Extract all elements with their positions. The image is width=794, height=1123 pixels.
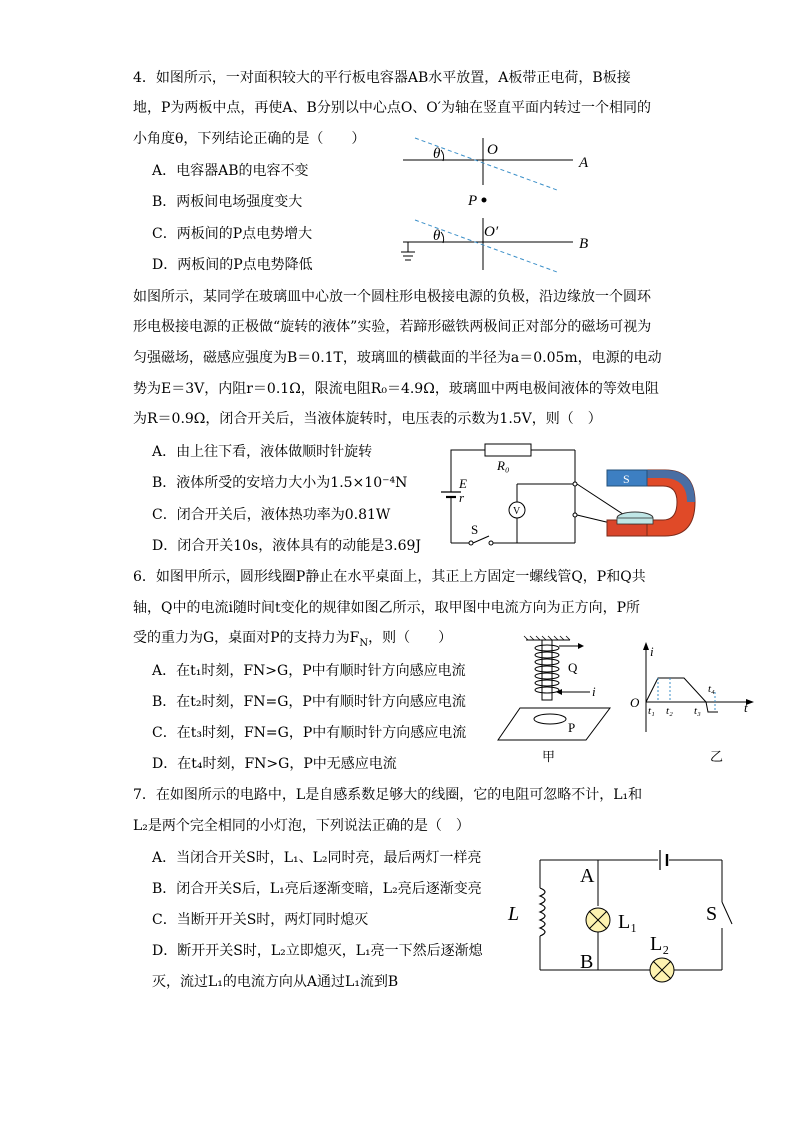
q6-figure-jia [490,636,620,766]
q6-tick-t1: t₁ [648,705,655,717]
q4-capacitor-figure [395,130,595,275]
q5-circuit-figure [425,440,705,555]
q5-magnet-label-s: S [623,472,630,486]
q4-theta-bottom: θ [433,228,441,244]
q5-stem-line-4: 势为E＝3V，内阻r＝0.1Ω，限流电阻R₀＝4.9Ω，玻璃皿中两电极间液体的等效电阻 [133,381,659,397]
q7-stem-line-1: 7．在如图所示的电路中，L是自感系数足够大的线圈，它的电阻可忽略不计，L₁和 [133,787,643,803]
q6-axis-label-o: O [630,695,640,710]
q5-stem-line-5: 为R＝0.9Ω，闭合开关后，当液体旋转时，电压表的示数为1.5V，则（ ） [133,411,602,427]
q7-circuit-figure [500,840,740,990]
q6-tick-t3: t₃ [694,705,701,717]
q5-stem-line-1: 如图所示，某同学在玻璃皿中心放一个圆柱形电极接电源的负极，沿边缘放一个圆环 [133,289,651,305]
q6-axis-label-t: t [744,700,748,715]
q6-stem-line-3 [133,629,452,653]
q7-switch-s [722,902,732,924]
q4-option-c: C．两板间的P点电势增大 [152,226,313,242]
q5-stem-line-2: 形电极接电源的正极做“旋转的液体”实验，若蹄形磁铁两极间正对部分的磁场可视为 [133,319,652,335]
q4-option-b: B．两板间电场强度变大 [152,194,303,210]
q5-switch [473,536,489,543]
q7-label-l1: L₁ [618,911,638,933]
q4-stem-line-1: 4．如图所示，一对面积较大的平行板电容器AB水平放置，A板带正电荷，B板接 [133,70,631,86]
q4-label-o: O [487,142,498,158]
q7-label-s: S [706,903,718,925]
q7-label-l2: L₂ [650,933,670,955]
q4-label-a: A [579,155,589,171]
q6-solenoid-q [535,640,559,700]
q7-option-d: D．断开开关S时，L₂立即熄灭，L₁亮一下然后逐渐熄 [152,943,483,959]
q6-option-d: D．在t₄时刻，FN>G，P中无感应电流 [152,756,397,772]
q6-coil-p [534,714,566,724]
q6-stem-line-3-sub: N [359,637,369,649]
q5-label-s: S [471,522,479,537]
q4-label-o-prime: O′ [484,224,499,240]
q6-figure-yi [622,640,762,765]
q5-label-r: r [459,490,465,505]
q5-label-e: E [459,476,467,491]
q4-option-a: A．电容器AB的电容不变 [152,163,309,179]
q6-label-i: i [592,684,596,699]
q7-stem-line-2: L₂是两个完全相同的小灯泡，下列说法正确的是（ ） [133,818,470,834]
q4-stem-line-3: 小角度θ，下列结论正确的是（ ） [133,131,366,147]
q6-option-b: B．在t₂时刻，FN=G，P中有顺时针方向感应电流 [152,694,466,710]
q6-stem-line-1: 6．如图甲所示，圆形线圈P静止在水平桌面上，其正上方固定一螺线管Q，P和Q共 [133,569,646,585]
q6-tick-t4: t₄ [708,683,715,695]
q5-option-c: C．闭合开关后，液体热功率为0.81W [152,507,391,523]
q6-option-c: C．在t₃时刻，FN=G，P中有顺时针方向感应电流 [152,725,467,741]
q6-stem-line-3-text: 受的重力为G，桌面对P的支持力为F [133,630,360,646]
q7-label-b: B [580,951,594,973]
q6-label-p: P [568,720,576,735]
q7-label-a: A [580,865,595,887]
q5-resistor-r0 [485,444,531,456]
q5-label-v: V [513,506,521,517]
q7-inductor-l [540,888,545,936]
q5-label-r0: R₀ [497,458,510,473]
q4-option-d: D．两板间的P点电势降低 [152,257,313,273]
q7-option-d-continued: 灭，流过L₁的电流方向从A通过L₁流到B [152,974,399,990]
q4-label-p: P [468,193,478,209]
q7-option-c: C．当断开开关S时，两灯同时熄灭 [152,912,369,928]
q6-label-q: Q [568,660,578,675]
q6-tick-t2: t₂ [666,705,673,717]
q6-stem-line-3-tail: ，则（ ） [368,630,453,646]
q6-caption-yi: 乙 [710,749,724,764]
q7-label-l: L [508,903,520,925]
q4-label-b: B [579,236,589,252]
q5-option-a: A．由上往下看，液体做顺时针旋转 [152,444,373,460]
q7-option-a: A．当闭合开关S时，L₁、L₂同时亮，最后两灯一样亮 [152,850,482,866]
q4-theta-top: θ [433,146,441,162]
q6-axis-label-i: i [650,644,654,659]
q4-point-p [482,198,487,203]
q6-caption-jia: 甲 [542,749,556,764]
q5-option-b: B．液体所受的安培力大小为1.5×10⁻⁴N [152,475,408,491]
q5-stem-line-3: 匀强磁场，磁感应强度为B＝0.1T，玻璃皿的横截面的半径为a＝0.05m，电源的电动 [133,350,662,366]
q7-option-b: B．闭合开关S后，L₁亮后逐渐变暗，L₂亮后逐渐变亮 [152,881,482,897]
q6-option-a: A．在t₁时刻，FN>G，P中有顺时针方向感应电流 [152,663,466,679]
q4-stem-line-2: 地，P为两板中点，再使A、B分别以中心点O、O′为轴在竖直平面内转过一个相同的 [133,100,651,116]
q6-stem-line-2: 轴，Q中的电流i随时间t变化的规律如图乙所示，取甲图中电流方向为正方向，P所 [133,600,640,616]
q5-option-d: D．闭合开关10s，液体具有的动能是3.69J [152,538,422,554]
